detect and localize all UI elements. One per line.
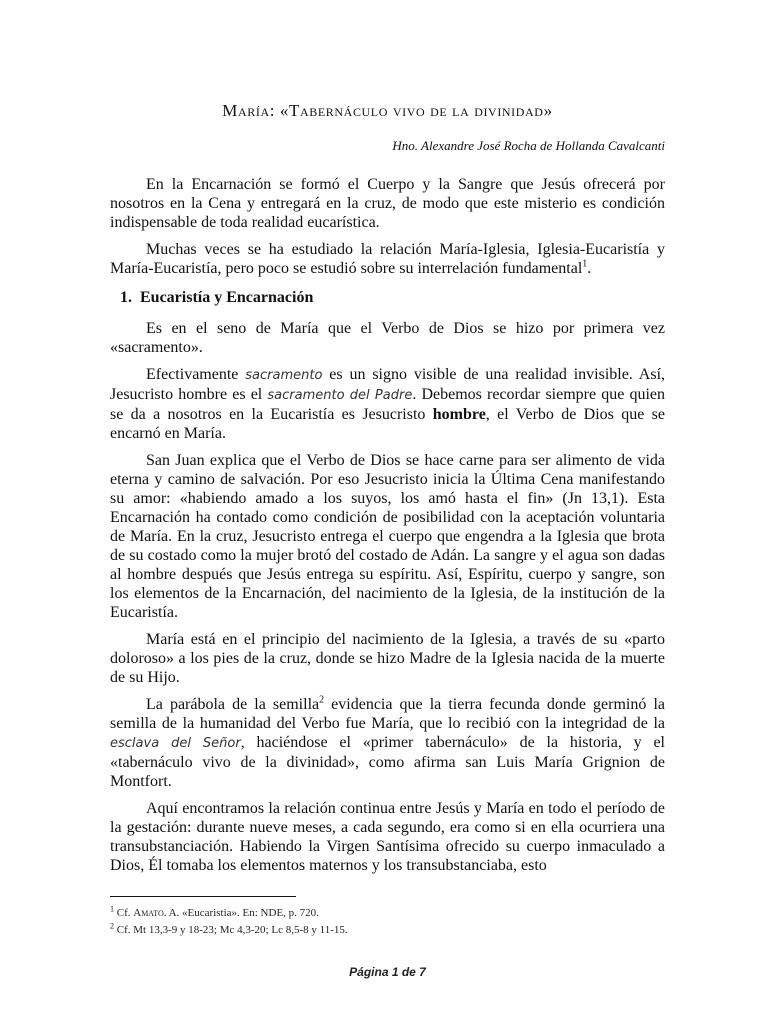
paragraph [110, 630, 665, 687]
footnote-number: 1 [110, 904, 114, 914]
section-number: 1. [120, 289, 132, 306]
paragraph-text: Aquí encontramos la relación continua entre Jesús y María en todo el período de la gestación: durante nueve meses, a cada segundo, era como si en ella ocurriera una transubstanciación. Habiendo la Virgen Santísima ofrecido su cuerpo inmaculado a Dios, Él tomaba los elementos maternos y los transubstanciaba, esto [110, 800, 665, 874]
footnote-ref[interactable]: 1 [582, 258, 588, 270]
paragraph-text: La parábola de la semilla [146, 696, 320, 713]
bold-text: hombre [432, 406, 486, 423]
emphasis-text: esclava del Señor [110, 736, 241, 751]
paragraph [110, 240, 665, 278]
paragraph-text: , haciéndose el «primer tabernáculo» de la historia, y el «tabernáculo vivo de la divinidad», como afirma san Luis María Grignion de Montfort. [110, 734, 665, 790]
footnote-item [110, 905, 665, 922]
paragraph [110, 175, 665, 232]
paragraph [110, 799, 665, 875]
emphasis-text: sacramento del Padre [267, 388, 413, 403]
paragraph-text: . [587, 260, 592, 277]
paragraph [110, 451, 665, 622]
paragraph-text: María está en el principio del nacimiento de la Iglesia, a través de su «parto doloroso» a los pies de la cruz, donde se hizo Madre de la Iglesia nacida de la muerte de su Hijo. [110, 631, 665, 686]
document-body [110, 175, 665, 883]
paragraph-text: San Juan explica que el Verbo de Dios se hace carne para ser alimento de vida eterna y camino de salvación. Por eso Jesucristo inicia la Última Cena manifestando su amor: «habiendo amado a los suyos, los amó hasta el fin» (Jn 13,1). Esta Encarnación ha contado como condición de posibilidad con la aceptación voluntaria de María. En la cruz, Jesucristo entrega el cuerpo que engendra a la Iglesia que brota de su costado como la mujer brotó del costado de Adán. La sangre y el agua son dadas al hombre después que Jesús entrega su espíritu. Así, Espíritu, cuerpo y sangre, son los elementos de la Encarnación, del nacimiento de la Iglesia, de la institución de la Eucaristía. [110, 452, 665, 621]
document-title: María: «Tabernáculo vivo de la divinidad» [222, 101, 553, 120]
paragraph-text: es un signo visible de una realidad invisible. Así, Jesucristo hombre es el [110, 366, 666, 403]
footnote-number: 2 [110, 921, 114, 931]
paragraph-text: Efectivamente [146, 366, 246, 383]
paragraph [110, 365, 665, 443]
paragraph-text: evidencia que la tierra fecunda donde germinó la semilla de la humanidad del Verbo fue María, que lo recibió con la integridad de la [110, 696, 665, 732]
paragraph-text: , el Verbo de Dios que se encarnó en María. [110, 406, 665, 442]
author-line: Hno. Alexandre José Rocha de Hollanda Cavalcanti [392, 138, 665, 153]
paragraph [110, 695, 665, 791]
paragraph-text: . Debemos recordar siempre que quien se da a nosotros en la Eucaristía es Jesucristo [110, 386, 665, 423]
paragraph-text: Muchas veces se ha estudiado la relación María-Iglesia, Iglesia-Eucaristía y María-Eucaristía, pero poco se estudió sobre su interrelación fundamental [110, 241, 665, 277]
footnote-text: . A. «Eucaristia». En: NDE, p. 720. [163, 907, 319, 919]
paragraph-text: Es en el seno de María que el Verbo de Dios se hizo por primera vez «sacramento». [110, 320, 665, 356]
page-number: Página 1 de 7 [349, 965, 426, 979]
footnote-text: Cf. Mt 13,3-9 y 18-23; Mc 4,3-20; Lc 8,5-8 y 11-15. [114, 924, 348, 936]
footnote-ref[interactable]: 2 [319, 694, 325, 706]
paragraph [110, 319, 665, 357]
emphasis-text: sacramento [245, 368, 323, 383]
section-title: Eucaristía y Encarnación [140, 289, 314, 306]
paragraph-text: En la Encarnación se formó el Cuerpo y la Sangre que Jesús ofrecerá por nosotros en la Cena y entregará en la cruz, de modo que este misterio es condición indispensable de toda realidad eucarística. [110, 176, 665, 231]
footnote-text: Cf. [114, 907, 134, 919]
footnote-divider [110, 896, 296, 897]
section-heading [110, 288, 665, 307]
footnote-item [110, 922, 665, 939]
footnotes [110, 905, 665, 939]
footnote-author: Amato [133, 907, 164, 919]
